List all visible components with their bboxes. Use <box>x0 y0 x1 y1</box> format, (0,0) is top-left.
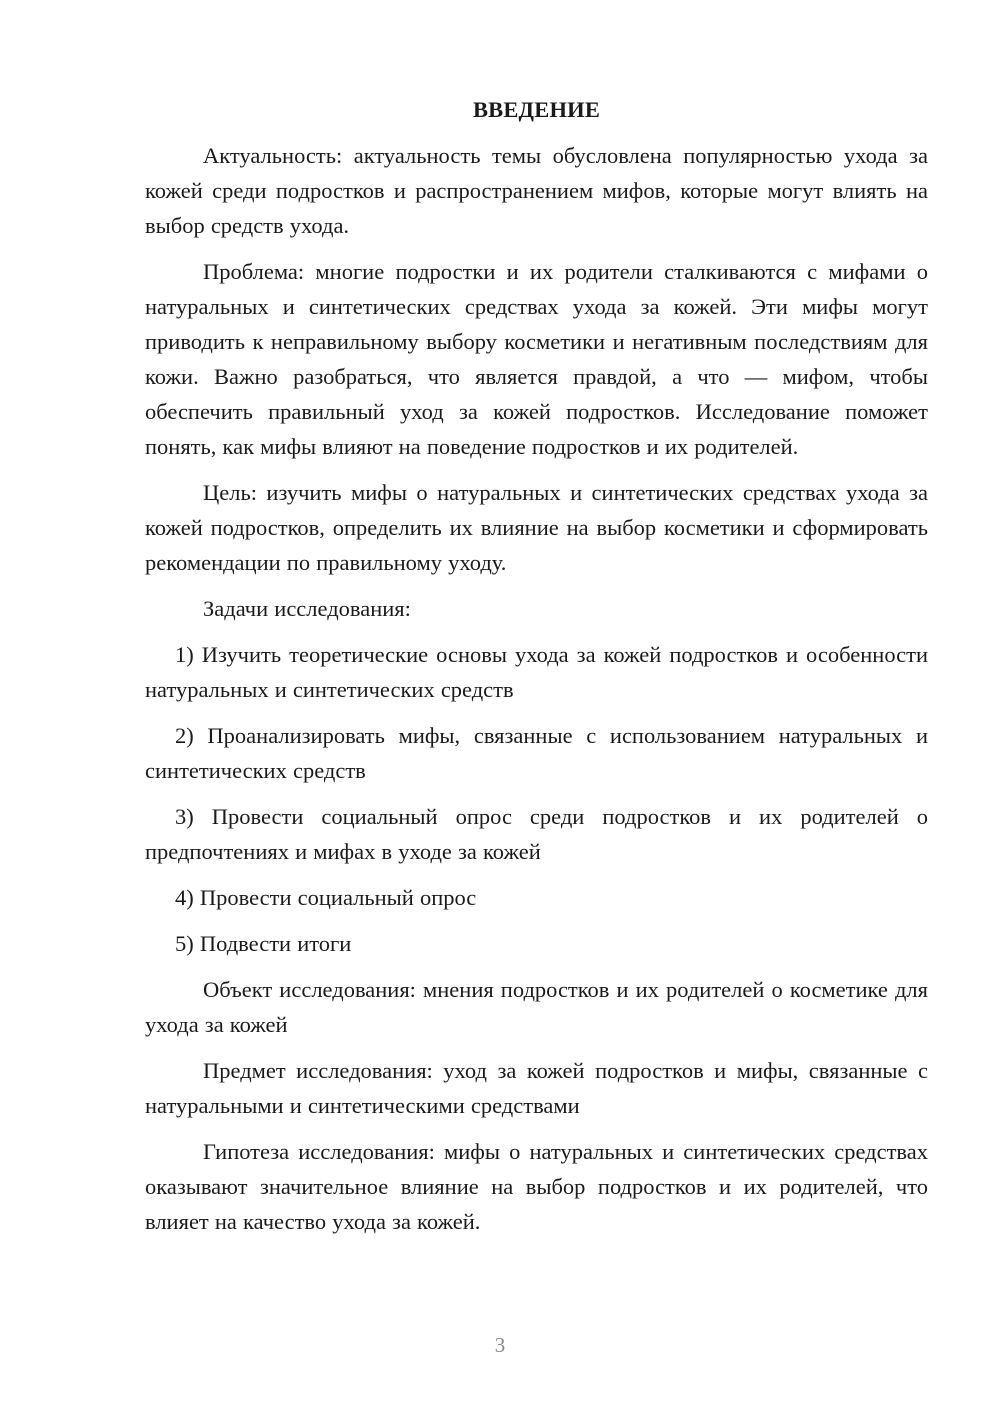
task-item-5: 5) Подвести итоги <box>175 931 352 956</box>
paragraph-tasks-title: Задачи исследования: <box>203 596 411 621</box>
paragraph-hypothesis: Гипотеза исследования: мифы о натуральных и синтетических средствах оказывают значительное влияние на выбор подростков и их родителей, что влияет на качество ухода за кожей. <box>145 1139 928 1234</box>
page-number: 3 <box>494 1333 506 1357</box>
task-item-4: 4) Провести социальный опрос <box>175 885 477 910</box>
task-item-1: 1) Изучить теоретические основы ухода за кожей подростков и особенности натуральных и синтетических средств <box>145 642 928 702</box>
paragraph-goal: Цель: изучить мифы о натуральных и синтетических средствах ухода за кожей подростков, определить их влияние на выбор косметики и сформировать рекомендации по правильному уходу. <box>145 480 928 575</box>
section-heading: ВВЕДЕНИЕ <box>472 97 601 122</box>
paragraph-problem: Проблема: многие подростки и их родители сталкиваются с мифами о натуральных и синтетических средствах ухода за кожей. Эти мифы могут приводить к неправильному выбору косметики и негативным последствиям для кожи. Важно разобраться, что является правдой, а что — мифом, чтобы обеспечить правильный уход за кожей подростков. Исследование поможет понять, как мифы влияют на поведение подростков и их родителей. <box>145 259 928 459</box>
paragraph-relevance: Актуальность: актуальность темы обусловлена популярностью ухода за кожей среди подростков и распространением мифов, которые могут влиять на выбор средств ухода. <box>145 143 928 238</box>
task-item-3: 3) Провести социальный опрос среди подростков и их родителей о предпочтениях и мифах в уходе за кожей <box>145 804 928 864</box>
paragraph-subject: Предмет исследования: уход за кожей подростков и мифы, связанные с натуральными и синтетическими средствами <box>145 1058 928 1118</box>
paragraph-object: Объект исследования: мнения подростков и их родителей о косметике для ухода за кожей <box>145 977 928 1037</box>
task-item-2: 2) Проанализировать мифы, связанные с использованием натуральных и синтетических средств <box>145 723 928 783</box>
document-page <box>145 92 928 1250</box>
